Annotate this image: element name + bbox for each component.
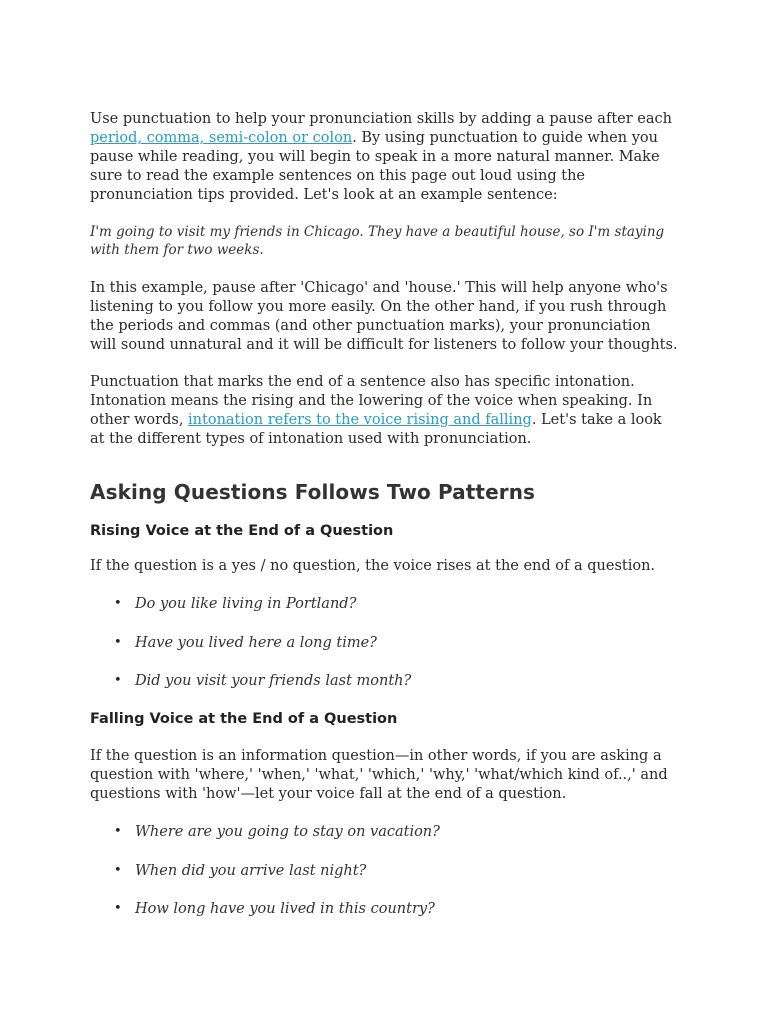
rising-paragraph: If the question is a yes / no question, the voice rises at the end of a question. [90,558,656,574]
rising-examples-list [90,594,680,691]
list-item [114,899,680,919]
bullet-icon: • [114,824,122,839]
bullet-icon: • [114,673,122,688]
list-item-text: Have you lived here a long time? [135,634,377,651]
example-sentence: I'm going to visit my friends in Chicago. They have a beautiful house, so I'm staying with them for two weeks. [90,224,665,258]
article-body [90,110,680,919]
intonation-link[interactable]: intonation refers to the voice rising and falling [188,412,532,428]
bullet-icon: • [114,862,122,878]
section-heading: Asking Questions Follows Two Patterns [90,480,536,504]
falling-examples-list [90,822,680,919]
list-item-text: Do you like living in Portland? [135,596,357,612]
list-item-text: Where are you going to stay on vacation? [135,824,440,840]
list-item [114,633,680,653]
intonation-text: Punctuation that marks the end of a sentence also has specific intonation. Intonation means the rising and the lowering of the voice when speaking. In other words, [90,374,653,428]
list-item [114,594,680,614]
intro-text: Use punctuation to help your pronunciation skills by adding a pause after each [90,111,672,127]
bullet-icon: • [114,901,122,916]
list-item-text: How long have you lived in this country? [135,901,435,917]
rising-heading: Rising Voice at the End of a Question [90,523,394,539]
list-item-text: When did you arrive last night? [135,862,367,879]
intonation-paragraph [90,373,680,449]
bullet-icon: • [114,634,122,650]
explanation-paragraph: In this example, pause after 'Chicago' and 'house.' This will help anyone who's listening to you follow you more easily. On the other hand, if you rush through the periods and commas (and other punctuation marks), your pronunciation will sound unnatural and it will be difficult for listeners to follow your thoughts. [90,280,678,353]
list-item [114,822,680,842]
falling-paragraph: If the question is an information question—in other words, if you are asking a question with 'where,' 'when,' 'what,' 'which,' 'why,' 'what/which kind of..,' and questions with 'how'—let your voice fall at the end of a question. [90,748,668,802]
punctuation-link[interactable]: period, comma, semi-colon or colon [90,130,353,146]
list-item-text: Did you visit your friends last month? [135,673,412,689]
intro-text-cont: . By using punctuation to guide when you pause while reading, you will begin to speak in a more natural manner. Make sure to read the example sentences on this page out loud using the pronunciation tips provided. Let's look at an example sentence: [90,130,660,203]
falling-heading: Falling Voice at the End of a Question [90,711,398,727]
list-item [114,861,680,881]
list-item [114,671,680,691]
bullet-icon: • [114,596,122,611]
intonation-text-cont: . Let's take a look at the different types of intonation used with pronunciation. [90,412,662,447]
intro-paragraph [90,110,680,205]
